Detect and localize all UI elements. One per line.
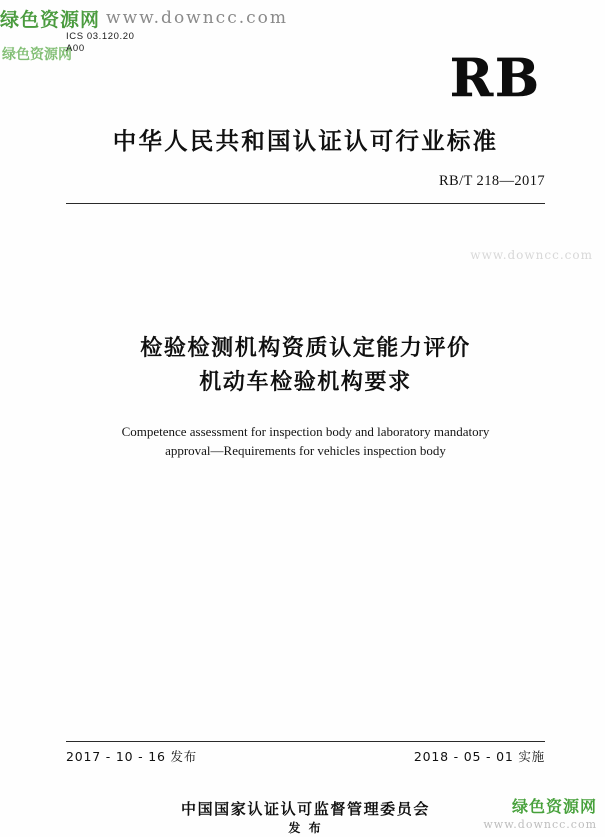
rb-logo: RB	[449, 48, 541, 109]
watermark-bottom-url: www.downcc.com	[483, 818, 597, 831]
watermark-top-label: 绿色资源网	[0, 8, 101, 31]
standard-number: RB/T 218—2017	[438, 173, 545, 189]
issue-date: 2017 - 10 - 16 发布	[66, 749, 198, 764]
divider-top	[66, 203, 545, 204]
issuer-name: 中国国家认证认可监督管理委员会	[180, 800, 430, 818]
watermark-top-url: www.downcc.com	[106, 8, 288, 28]
english-title	[66, 422, 545, 460]
watermark-middle-url: www.downcc.com	[470, 248, 593, 262]
classification-codes	[66, 31, 135, 55]
watermark-top	[0, 0, 320, 36]
effective-date: 2018 - 05 - 01 实施	[413, 749, 545, 764]
watermark-left-label: 绿色资源网	[2, 47, 72, 63]
standard-series-name: 中华人民共和国认证认可行业标准	[112, 127, 499, 155]
page-title-line-2: 机动车检验机构要求	[199, 370, 412, 395]
english-title-line-1: Competence assessment for inspection body and laboratory mandatory	[121, 424, 490, 439]
page-title-line-1: 检验检测机构资质认定能力评价	[140, 336, 471, 361]
ics-code: ICS 03.120.20	[66, 31, 135, 42]
class-code: A00	[66, 43, 85, 54]
issuer-publish-label: 发 布	[288, 821, 323, 835]
divider-bottom	[66, 741, 545, 742]
date-row	[66, 747, 545, 765]
english-title-line-2: approval—Requirements for vehicles inspection body	[165, 443, 446, 458]
page-title	[66, 332, 545, 400]
watermark-bottom-label: 绿色资源网	[511, 797, 597, 816]
